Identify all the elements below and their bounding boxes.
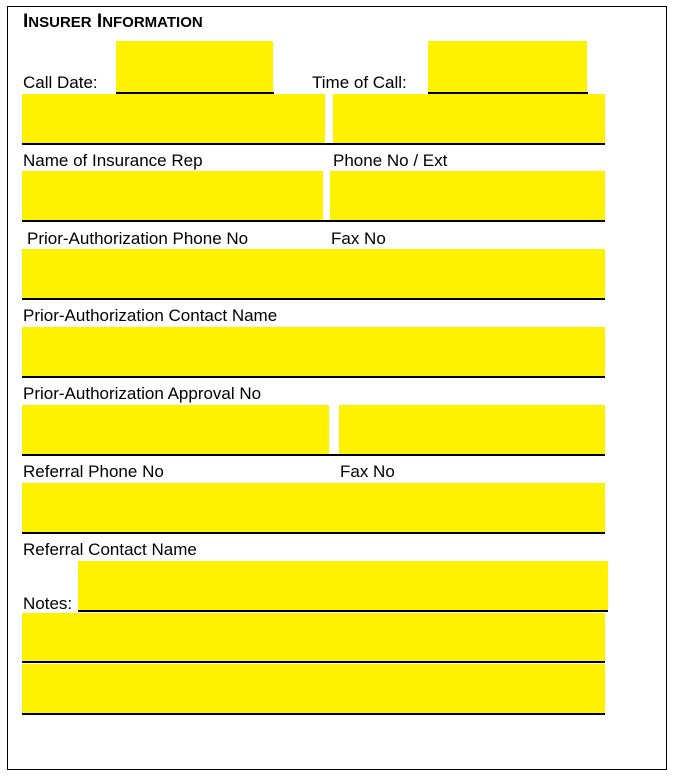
notes-label: Notes:	[23, 594, 73, 613]
referral-phone-label: Referral Phone No	[23, 462, 164, 481]
notes-underline-3	[22, 713, 605, 715]
referral-phone-underline	[22, 454, 605, 456]
prior-auth-phone-underline	[22, 220, 605, 222]
prior-auth-phone-label: Prior-Authorization Phone No	[27, 229, 249, 248]
fax-field-1[interactable]	[330, 171, 605, 221]
prior-auth-contact-field[interactable]	[22, 249, 605, 299]
referral-contact-underline	[22, 532, 605, 534]
prior-auth-contact-label: Prior-Authorization Contact Name	[23, 306, 278, 325]
section-title: INSURER INFORMATION	[23, 11, 203, 32]
fax-field-2[interactable]	[339, 405, 605, 455]
notes-underline-2	[22, 661, 605, 663]
referral-contact-field[interactable]	[22, 483, 605, 533]
notes-field-line-2[interactable]	[22, 613, 605, 662]
insurance-rep-field[interactable]	[22, 94, 325, 144]
phone-ext-field[interactable]	[333, 94, 605, 144]
call-date-label: Call Date:	[23, 73, 98, 92]
prior-auth-approval-underline	[22, 376, 605, 378]
time-of-call-field[interactable]	[428, 41, 587, 93]
fax-label-2: Fax No	[340, 462, 395, 481]
prior-auth-contact-underline	[22, 298, 605, 300]
call-date-field[interactable]	[116, 41, 273, 93]
referral-contact-label: Referral Contact Name	[23, 540, 197, 559]
notes-underline-1	[78, 610, 608, 612]
notes-field-line-3[interactable]	[22, 664, 605, 713]
referral-phone-field[interactable]	[22, 405, 329, 455]
insurance-rep-label: Name of Insurance Rep	[23, 151, 203, 170]
prior-auth-phone-field[interactable]	[22, 171, 323, 221]
insurance-rep-underline	[22, 143, 605, 145]
time-of-call-label: Time of Call:	[312, 73, 407, 92]
fax-label-1: Fax No	[331, 229, 386, 248]
prior-auth-approval-field[interactable]	[22, 327, 605, 377]
prior-auth-approval-label: Prior-Authorization Approval No	[23, 384, 262, 403]
phone-ext-label: Phone No / Ext	[333, 151, 448, 170]
notes-field-line-1[interactable]	[78, 561, 608, 611]
